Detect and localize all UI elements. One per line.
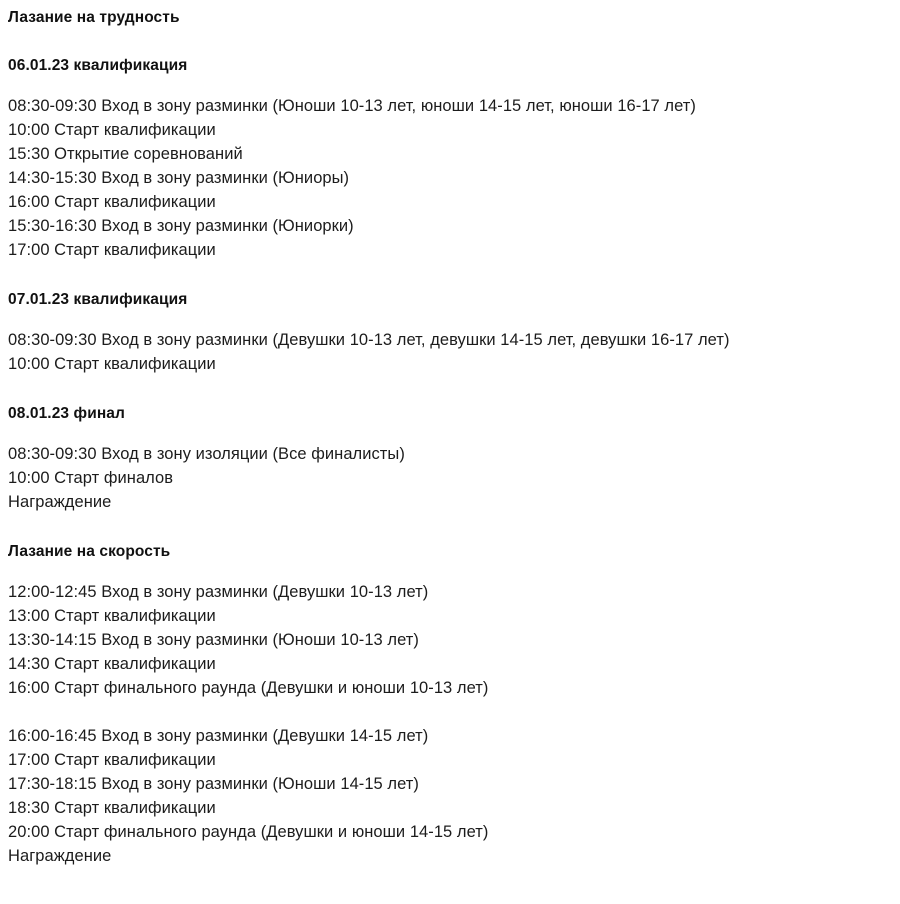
- schedule-entry: 18:30 Старт квалификации: [8, 799, 216, 817]
- schedule-entry-list: [8, 580, 900, 700]
- schedule-entry: Награждение: [8, 847, 112, 865]
- spacer: [8, 562, 900, 580]
- schedule-entry: 17:30-18:15 Вход в зону разминки (Юноши 14-15 лет): [8, 775, 419, 793]
- schedule-entry: 12:00-12:45 Вход в зону разминки (Девушки 10-13 лет): [8, 583, 429, 601]
- day-heading-07-01-23: 07.01.23 квалификация: [8, 291, 188, 308]
- spacer: [8, 376, 900, 404]
- schedule-entry: 10:00 Старт квалификации: [8, 355, 216, 373]
- discipline-title: Лазание на трудность: [8, 9, 180, 26]
- schedule-entry: 08:30-09:30 Вход в зону изоляции (Все финалисты): [8, 445, 405, 463]
- schedule-entry: 16:00 Старт квалификации: [8, 193, 216, 211]
- spacer: [8, 76, 900, 94]
- spacer: [8, 424, 900, 442]
- discipline-title: Лазание на скорость: [8, 543, 171, 560]
- day-heading-08-01-23: 08.01.23 финал: [8, 405, 125, 422]
- schedule-entry-list: [8, 724, 900, 868]
- spacer: [8, 700, 900, 724]
- schedule-entry: 16:00 Старт финального раунда (Девушки и юноши 10-13 лет): [8, 679, 489, 697]
- schedule-entry: 14:30-15:30 Вход в зону разминки (Юниоры): [8, 169, 350, 187]
- schedule-entry: 08:30-09:30 Вход в зону разминки (Юноши 10-13 лет, юноши 14-15 лет, юноши 16-17 лет): [8, 97, 696, 115]
- schedule-entry-list: [8, 94, 900, 262]
- schedule-entry: 15:30-16:30 Вход в зону разминки (Юниорки): [8, 217, 354, 235]
- schedule-entry: 20:00 Старт финального раунда (Девушки и юноши 14-15 лет): [8, 823, 489, 841]
- schedule-entry-list: [8, 442, 900, 514]
- discipline-lead-climbing: [8, 8, 900, 514]
- schedule-entry: 15:30 Открытие соревнований: [8, 145, 243, 163]
- schedule-entry: 13:00 Старт квалификации: [8, 607, 216, 625]
- schedule-entry: 08:30-09:30 Вход в зону разминки (Девушки 10-13 лет, девушки 14-15 лет, девушки 16-17 лет): [8, 331, 730, 349]
- schedule-entry: 17:00 Старт квалификации: [8, 241, 216, 259]
- spacer: [8, 514, 900, 542]
- discipline-speed-climbing: [8, 542, 900, 868]
- schedule-entry: 10:00 Старт финалов: [8, 469, 174, 487]
- schedule-entry: Награждение: [8, 493, 112, 511]
- day-heading-06-01-23: 06.01.23 квалификация: [8, 57, 188, 74]
- schedule-entry: 10:00 Старт квалификации: [8, 121, 216, 139]
- schedule-entry: 17:00 Старт квалификации: [8, 751, 216, 769]
- schedule-entry: 13:30-14:15 Вход в зону разминки (Юноши 10-13 лет): [8, 631, 419, 649]
- spacer: [8, 28, 900, 56]
- spacer: [8, 262, 900, 290]
- spacer: [8, 310, 900, 328]
- schedule-entry: 14:30 Старт квалификации: [8, 655, 216, 673]
- schedule-entry-list: [8, 328, 900, 376]
- schedule-entry: 16:00-16:45 Вход в зону разминки (Девушки 14-15 лет): [8, 727, 429, 745]
